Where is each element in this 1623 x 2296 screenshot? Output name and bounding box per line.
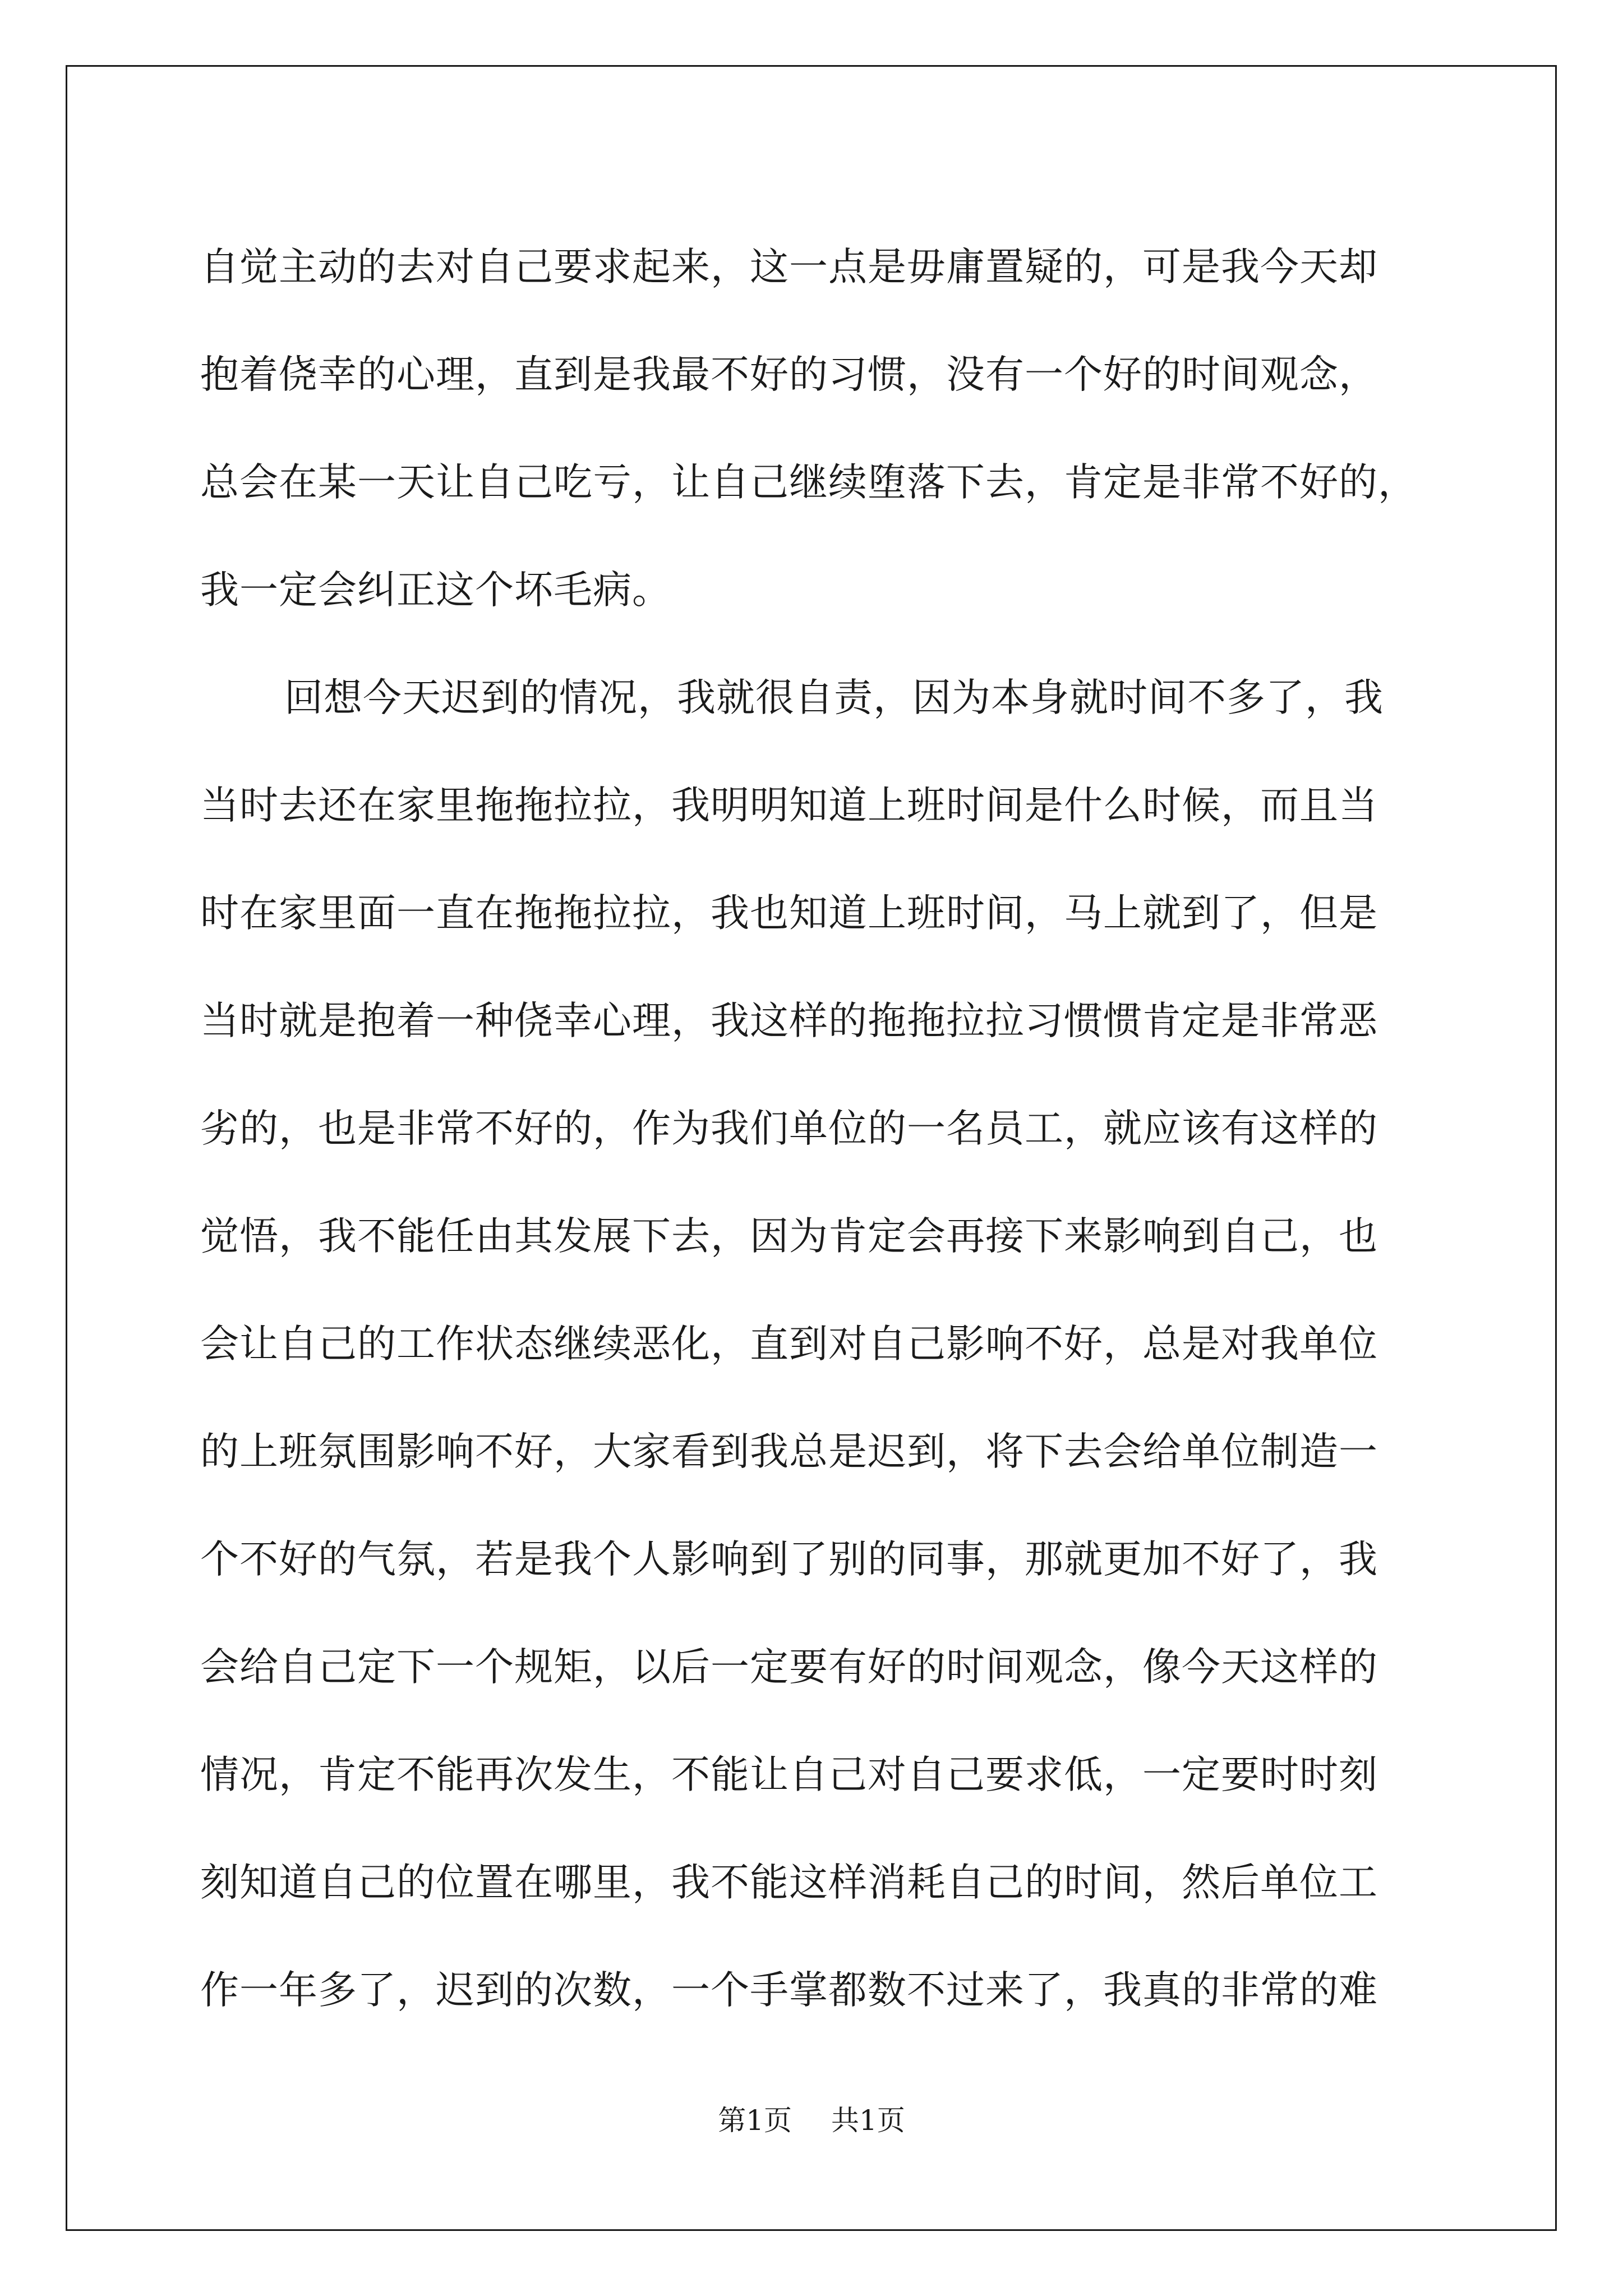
text-line-3: 总会在某一天让自己吃亏，让自己继续堕落下去，肯定是非常不好的，: [200, 460, 1417, 505]
text-line-14: 会给自己定下一个规矩，以后一定要有好的时间观念，像今天这样的: [200, 1645, 1378, 1690]
text-line-15: 情况，肯定不能再次发生，不能让自己对自己要求低，一定要时时刻: [200, 1752, 1378, 1797]
text-line-6: 当时去还在家里拖拖拉拉，我明明知道上班时间是什么时候，而且当: [200, 783, 1378, 828]
text-line-4: 我一定会纠正这个坏毛病。: [200, 568, 671, 613]
text-line-16: 刻知道自己的位置在哪里，我不能这样消耗自己的时间，然后单位工: [200, 1860, 1378, 1905]
total-pages: 共1页: [831, 2104, 905, 2137]
text-line-11: 会让自己的工作状态继续恶化，直到对自己影响不好，总是对我单位: [200, 1322, 1378, 1366]
text-line-2: 抱着侥幸的心理，直到是我最不好的习惯，没有一个好的时间观念，: [200, 352, 1378, 397]
text-line-13: 个不好的气氛，若是我个人影响到了别的同事，那就更加不好了，我: [200, 1537, 1378, 1582]
text-line-8: 当时就是抱着一种侥幸心理，我这样的拖拖拉拉习惯惯肯定是非常恶: [200, 999, 1378, 1043]
text-line-7: 时在家里面一直在拖拖拉拉，我也知道上班时间，马上就到了，但是: [200, 891, 1378, 936]
text-line-9: 劣的，也是非常不好的，作为我们单位的一名员工，就应该有这样的: [200, 1106, 1378, 1151]
paragraph-start-line: 回想今天迟到的情况，我就很自责，因为本身就时间不多了，我: [284, 675, 1384, 720]
text-line-1: 自觉主动的去对自己要求起来，这一点是毋庸置疑的，可是我今天却: [200, 245, 1378, 289]
text-line-17: 作一年多了，迟到的次数，一个手掌都数不过来了，我真的非常的难: [200, 1968, 1378, 2013]
text-line-12: 的上班氛围影响不好，大家看到我总是迟到，将下去会给单位制造一: [200, 1429, 1378, 1474]
document-body: [200, 213, 1456, 2044]
text-line-10: 觉悟，我不能任由其发展下去，因为肯定会再接下来影响到自己，也: [200, 1214, 1378, 1259]
page-number: 第1页: [718, 2104, 792, 2137]
page-footer: [0, 2098, 1623, 2138]
